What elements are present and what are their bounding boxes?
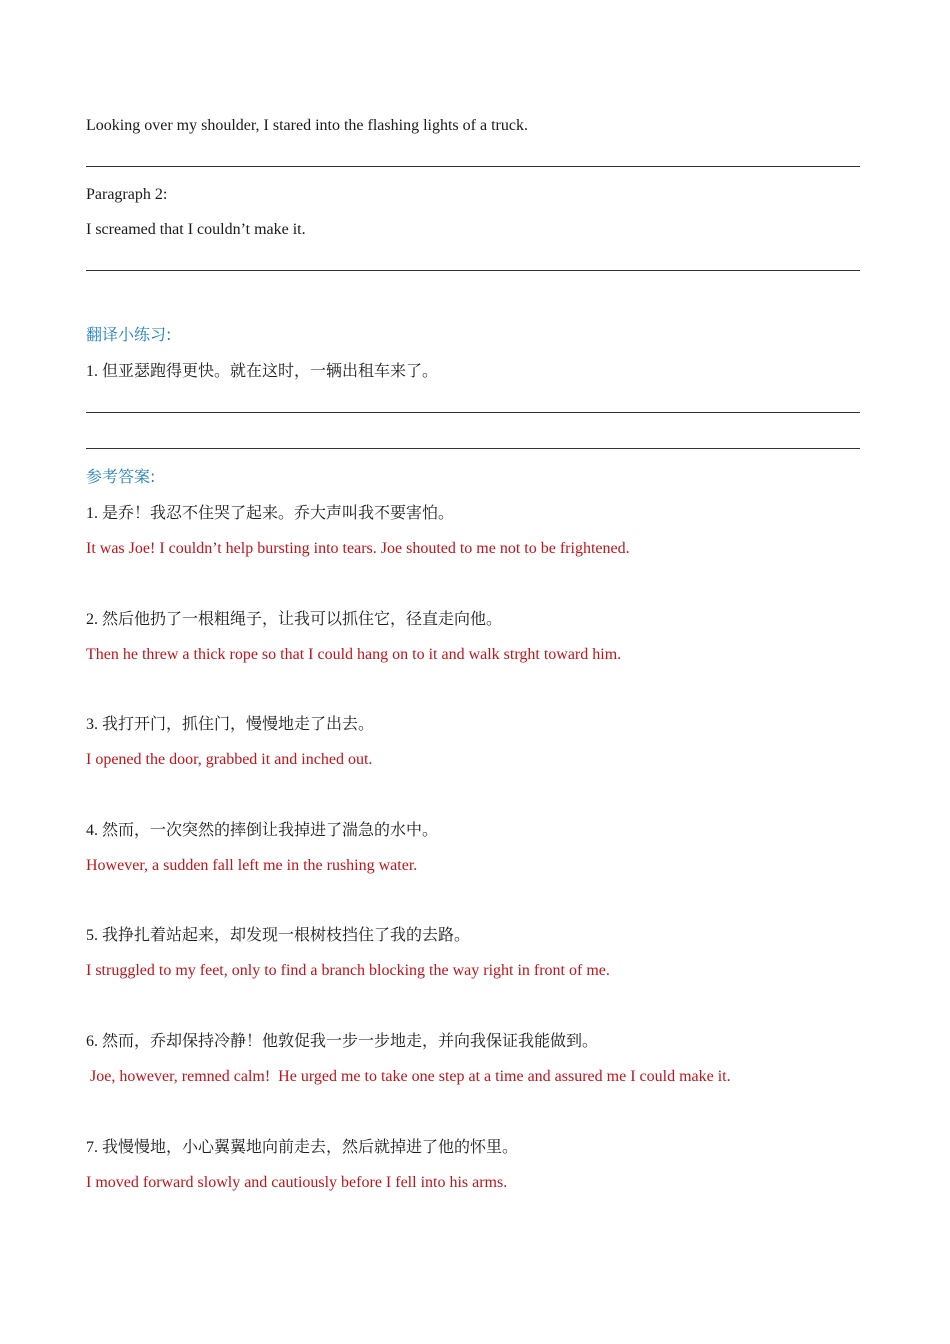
practice-item-1 — [86, 361, 438, 382]
answer-item-7-en: I moved forward slowly and cautiously before I fell into his arms. — [86, 1174, 508, 1191]
item-number: 7. — [86, 1139, 98, 1156]
sentence-scream: I screamed that I couldn’t make it. — [86, 221, 306, 238]
answer-item-5-en: I struggled to my feet, only to find a branch blocking the way right in front of me. — [86, 962, 610, 979]
chinese-sentence: 我打开门，抓住门，慢慢地走了出去。 — [102, 714, 375, 733]
chinese-sentence: 然后他扔了一根粗绳子，让我可以抓住它，径直走向他。 — [102, 609, 503, 628]
answer-item-4-zh — [86, 820, 438, 841]
answer-item-4-en: However, a sudden fall left me in the rushing water. — [86, 857, 418, 874]
chinese-sentence: 然而，一次突然的摔倒让我掉进了湍急的水中。 — [102, 820, 439, 839]
item-number: 1. — [86, 363, 98, 380]
chinese-sentence: 是乔！我忍不住哭了起来。乔大声叫我不要害怕。 — [102, 503, 455, 522]
item-number: 5. — [86, 927, 98, 944]
chinese-sentence: 我挣扎着站起来，却发现一根树枝挡住了我的去路。 — [102, 925, 471, 944]
answer-item-5-zh — [86, 925, 470, 946]
answer-item-2-zh — [86, 609, 502, 630]
answer-item-3-en: I opened the door, grabbed it and inched out. — [86, 751, 373, 768]
answer-item-6-zh — [86, 1031, 598, 1052]
answer-line — [86, 166, 860, 167]
chinese-sentence: 我慢慢地，小心翼翼地向前走去，然后就掉进了他的怀里。 — [102, 1137, 519, 1156]
answer-line — [86, 270, 860, 271]
item-number: 2. — [86, 611, 98, 628]
item-number: 4. — [86, 822, 98, 839]
answer-item-7-zh — [86, 1137, 518, 1158]
item-number: 1. — [86, 505, 98, 522]
item-number: 3. — [86, 716, 98, 733]
answer-item-1-zh — [86, 503, 454, 524]
sentence-truck: Looking over my shoulder, I stared into the flashing lights of a truck. — [86, 117, 528, 134]
answer-item-6-en: Joe, however, remned calm! He urged me to take one step at a time and assured me I could make it. — [86, 1068, 731, 1085]
answer-item-1-en: It was Joe! I couldn’t help bursting into tears. Joe shouted to me not to be frightened. — [86, 540, 630, 557]
answer-item-2-en: Then he threw a thick rope so that I could hang on to it and walk strght toward him. — [86, 646, 622, 663]
paragraph-2-label: Paragraph 2: — [86, 186, 168, 203]
answer-line — [86, 412, 860, 413]
answer-item-3-zh — [86, 714, 374, 735]
chinese-sentence: 然而，乔却保持冷静！他敦促我一步一步地走，并向我保证我能做到。 — [102, 1031, 599, 1050]
chinese-sentence: 但亚瑟跑得更快。就在这时，一辆出租车来了。 — [102, 361, 439, 380]
item-number: 6. — [86, 1033, 98, 1050]
answers-heading: 参考答案: — [86, 467, 156, 486]
practice-heading: 翻译小练习: — [86, 325, 172, 344]
answer-line — [86, 448, 860, 449]
